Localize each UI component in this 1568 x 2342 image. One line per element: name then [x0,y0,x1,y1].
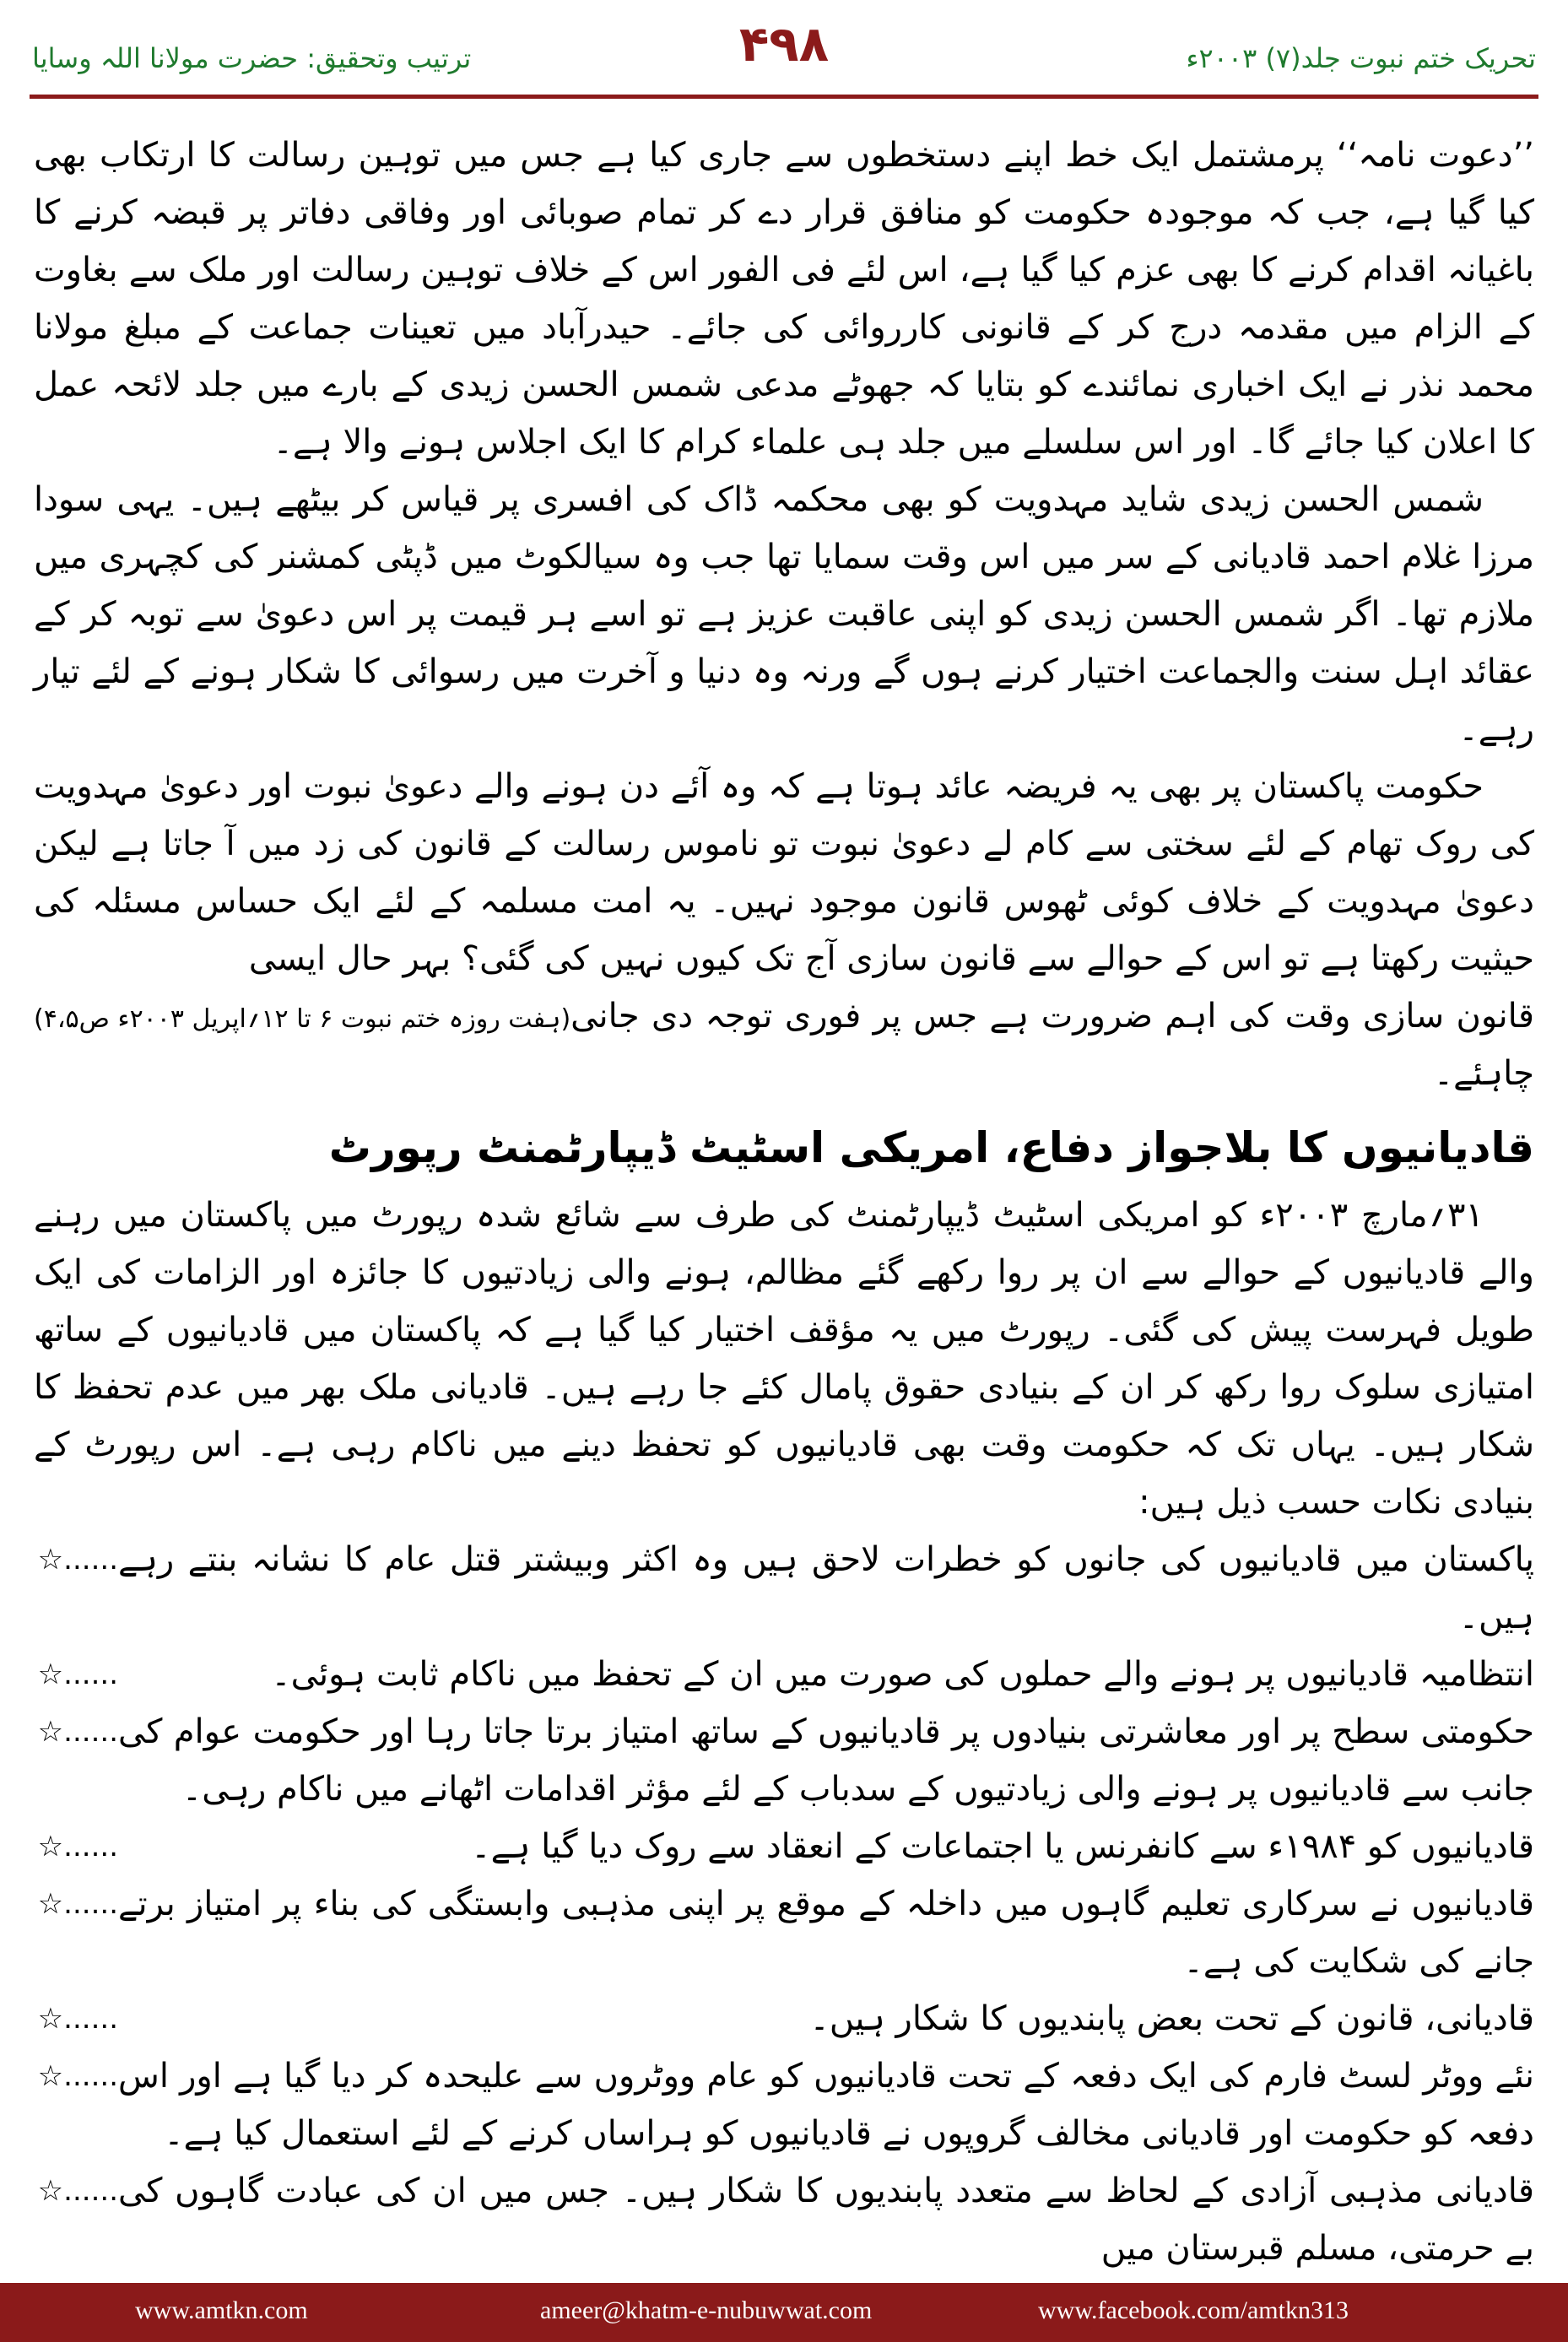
list-item [34,2047,1534,2162]
section-heading: قادیانیوں کا بلاجواز دفاع، امریکی اسٹیٹ ڈیپارٹمنٹ رپورٹ [328,1123,1534,1172]
page-header [0,0,1568,101]
list-item [34,2162,1534,2277]
email-link[interactable]: ameer@khatm-e-nubuwwat.com [540,2296,873,2324]
paragraph: ’’دعوت نامہ‘‘ پرمشتمل ایک خط اپنے دستخطوں سے جاری کیا ہے جس میں توہین رسالت کا ارتکاب بھی کیا گیا ہے، جب کہ موجودہ حکومت کو منافق قرار دے کر تمام صوبائی اور وفاقی دفاتر پر قبضہ کرنے کا باغیانہ اقدام کرنے کا بھی عزم کیا گیا ہے، اس لئے فی الفور اس کے خلاف توہین رسالت اور ملک سے بغاوت کے الزام میں مقدمہ درج کر کے قانونی کارروائی کی جائے۔ حیدرآباد میں تعینات جماعت کے مبلغ مولانا محمد نذر نے ایک اخباری نمائندے کو بتایا کہ جھوٹے مدعی شمس الحسن زیدی کے بارے میں جلد لائحہ عمل کا اعلان کیا جائے گا۔ اور اس سلسلے میں جلد ہی علماء کرام کا ایک اجلاس ہونے والا ہے۔ [34,136,1534,462]
star-bullet-icon: ☆...... [37,1830,118,1863]
book-title: تحریک ختم نبوت جلد(۷) ۲۰۰۳ء [1186,42,1536,74]
star-bullet-icon: ☆...... [37,2059,118,2093]
list-item-text: حکومتی سطح پر اور معاشرتی بنیادوں پر قادیانیوں کے ساتھ امتیاز برتا جاتا رہا اور حکومت عوام کی جانب سے قادیانیوں پر ہونے والی زیادتیوں کے سدباب کے لئے مؤثر اقدامات اٹھانے میں ناکام رہی۔ [118,1712,1534,1809]
paragraph: حکومت پاکستان پر بھی یہ فریضہ عائد ہوتا ہے کہ وہ آئے دن ہونے والے دعویٰ نبوت اور دعویٰ مہدویت کی روک تھام کے لئے سختی سے کام لے دعویٰ نبوت تو ناموس رسالت کے قانون کی زد میں آ جاتا ہے لیکن دعویٰ مہدویت کے خلاف کوئی ٹھوس قانون موجود نہیں۔ یہ امت مسلمہ کے لئے ایک حساس مسئلہ کی حیثیت رکھتا ہے تو اس کے حوالے سے قانون سازی آج تک کیوں نہیں کی گئی؟ بہر حال ایسی [34,767,1534,978]
page-content [34,127,1534,2296]
facebook-link[interactable]: www.facebook.com/amtkn313 [1038,2296,1349,2324]
list-item-text: قادیانیوں نے سرکاری تعلیم گاہوں میں داخلہ کے موقع پر اپنی مذہبی وابستگی کی بناء پر امتیاز برتے جانے کی شکایت کی ہے۔ [118,1885,1534,1981]
list-item-text: قادیانی، قانون کے تحت بعض پابندیوں کا شکار ہیں۔ [809,1999,1534,2038]
list-item-text: انتظامیہ قادیانیوں پر ہونے والے حملوں کی صورت میں ان کے تحفظ میں ناکام ثابت ہوئی۔ [271,1655,1534,1694]
list-item [34,1703,1534,1818]
list-item [34,1646,1534,1703]
list-item [34,1818,1534,1875]
citation: (ہفت روزہ ختم نبوت ۶ تا ۱۲؍اپریل ۲۰۰۳ء ص۴،۵) [34,1004,571,1034]
list-item [34,1990,1534,2047]
closing-line [34,987,1534,1102]
list-item-text: قادیانیوں کو ۱۹۸۴ء سے کانفرنس یا اجتماعات کے انعقاد سے روک دیا گیا ہے۔ [471,1827,1534,1866]
star-bullet-icon: ☆...... [37,2002,118,2036]
header-rule [30,95,1538,99]
star-bullet-icon: ☆...... [37,2174,118,2208]
list-item [34,1875,1534,1990]
page-number: ۴۹۸ [738,15,830,73]
compiler-credit: ترتیب وتحقیق: حضرت مولانا اللہ وسایا [32,42,472,74]
star-bullet-icon: ☆...... [37,1658,118,1691]
page-footer [0,2283,1568,2342]
section-paragraph: ۳۱؍مارچ ۲۰۰۳ء کو امریکی اسٹیٹ ڈیپارٹمنٹ کی طرف سے شائع شدہ رپورٹ میں پاکستان میں رہنے والے قادیانیوں کے حوالے سے ان پر روا رکھے گئے مظالم، ہونے والی زیادتیوں کا جائزہ اور الزامات کی ایک طویل فہرست پیش کی گئی۔ رپورٹ میں یہ مؤقف اختیار کیا گیا ہے کہ پاکستان میں قادیانیوں کے ساتھ امتیازی سلوک روا رکھ کر ان کے بنیادی حقوق پامال کئے جا رہے ہیں۔ قادیانی ملک بھر میں عدم تحفظ کا شکار ہیں۔ یہاں تک کہ حکومت وقت بھی قادیانیوں کو تحفظ دینے میں ناکام رہی ہے۔ اس رپورٹ کے بنیادی نکات حسب ذیل ہیں: [34,1196,1534,1522]
closing-text: قانون سازی وقت کی اہم ضرورت ہے جس پر فوری توجہ دی جانی چاہئے۔ [570,997,1534,1093]
list-item-text: پاکستان میں قادیانیوں کی جانوں کو خطرات لاحق ہیں وہ اکثر وبیشتر قتل عام کا نشانہ بنتے رہے ہیں۔ [118,1540,1534,1636]
paragraph: شمس الحسن زیدی شاید مہدویت کو بھی محکمہ ڈاک کی افسری پر قیاس کر بیٹھے ہیں۔ یہی سودا مرزا غلام احمد قادیانی کے سر میں اس وقت سمایا تھا جب وہ سیالکوٹ میں ڈپٹی کمشنر کی کچہری میں ملازم تھا۔ اگر شمس الحسن زیدی کو اپنی عاقبت عزیز ہے تو اسے ہر قیمت پر اس دعویٰ سے توبہ کر کے عقائد اہل سنت والجماعت اختیار کرنے ہوں گے ورنہ وہ دنیا و آخرت میں رسوائی کا شکار ہونے کے لئے تیار رہے۔ [34,480,1535,749]
star-bullet-icon: ☆...... [37,1887,118,1921]
star-bullet-icon: ☆...... [37,1543,118,1577]
website-link[interactable]: www.amtkn.com [135,2296,308,2324]
list-item-text: قادیانی مذہبی آزادی کے لحاظ سے متعدد پابندیوں کا شکار ہیں۔ جس میں ان کی عبادت گاہوں کی بے حرمتی، مسلم قبرستان میں [118,2172,1534,2268]
list-item-text: نئے ووٹر لسٹ فارم کی ایک دفعہ کے تحت قادیانیوں کو عام ووٹروں سے علیحدہ کر دیا گیا ہے اور اس دفعہ کو حکومت اور قادیانی مخالف گروپوں نے قادیانیوں کو ہراساں کرنے کے لئے استعمال کیا ہے۔ [118,2057,1534,2153]
star-bullet-icon: ☆...... [37,1715,118,1749]
list-item [34,1531,1534,1646]
